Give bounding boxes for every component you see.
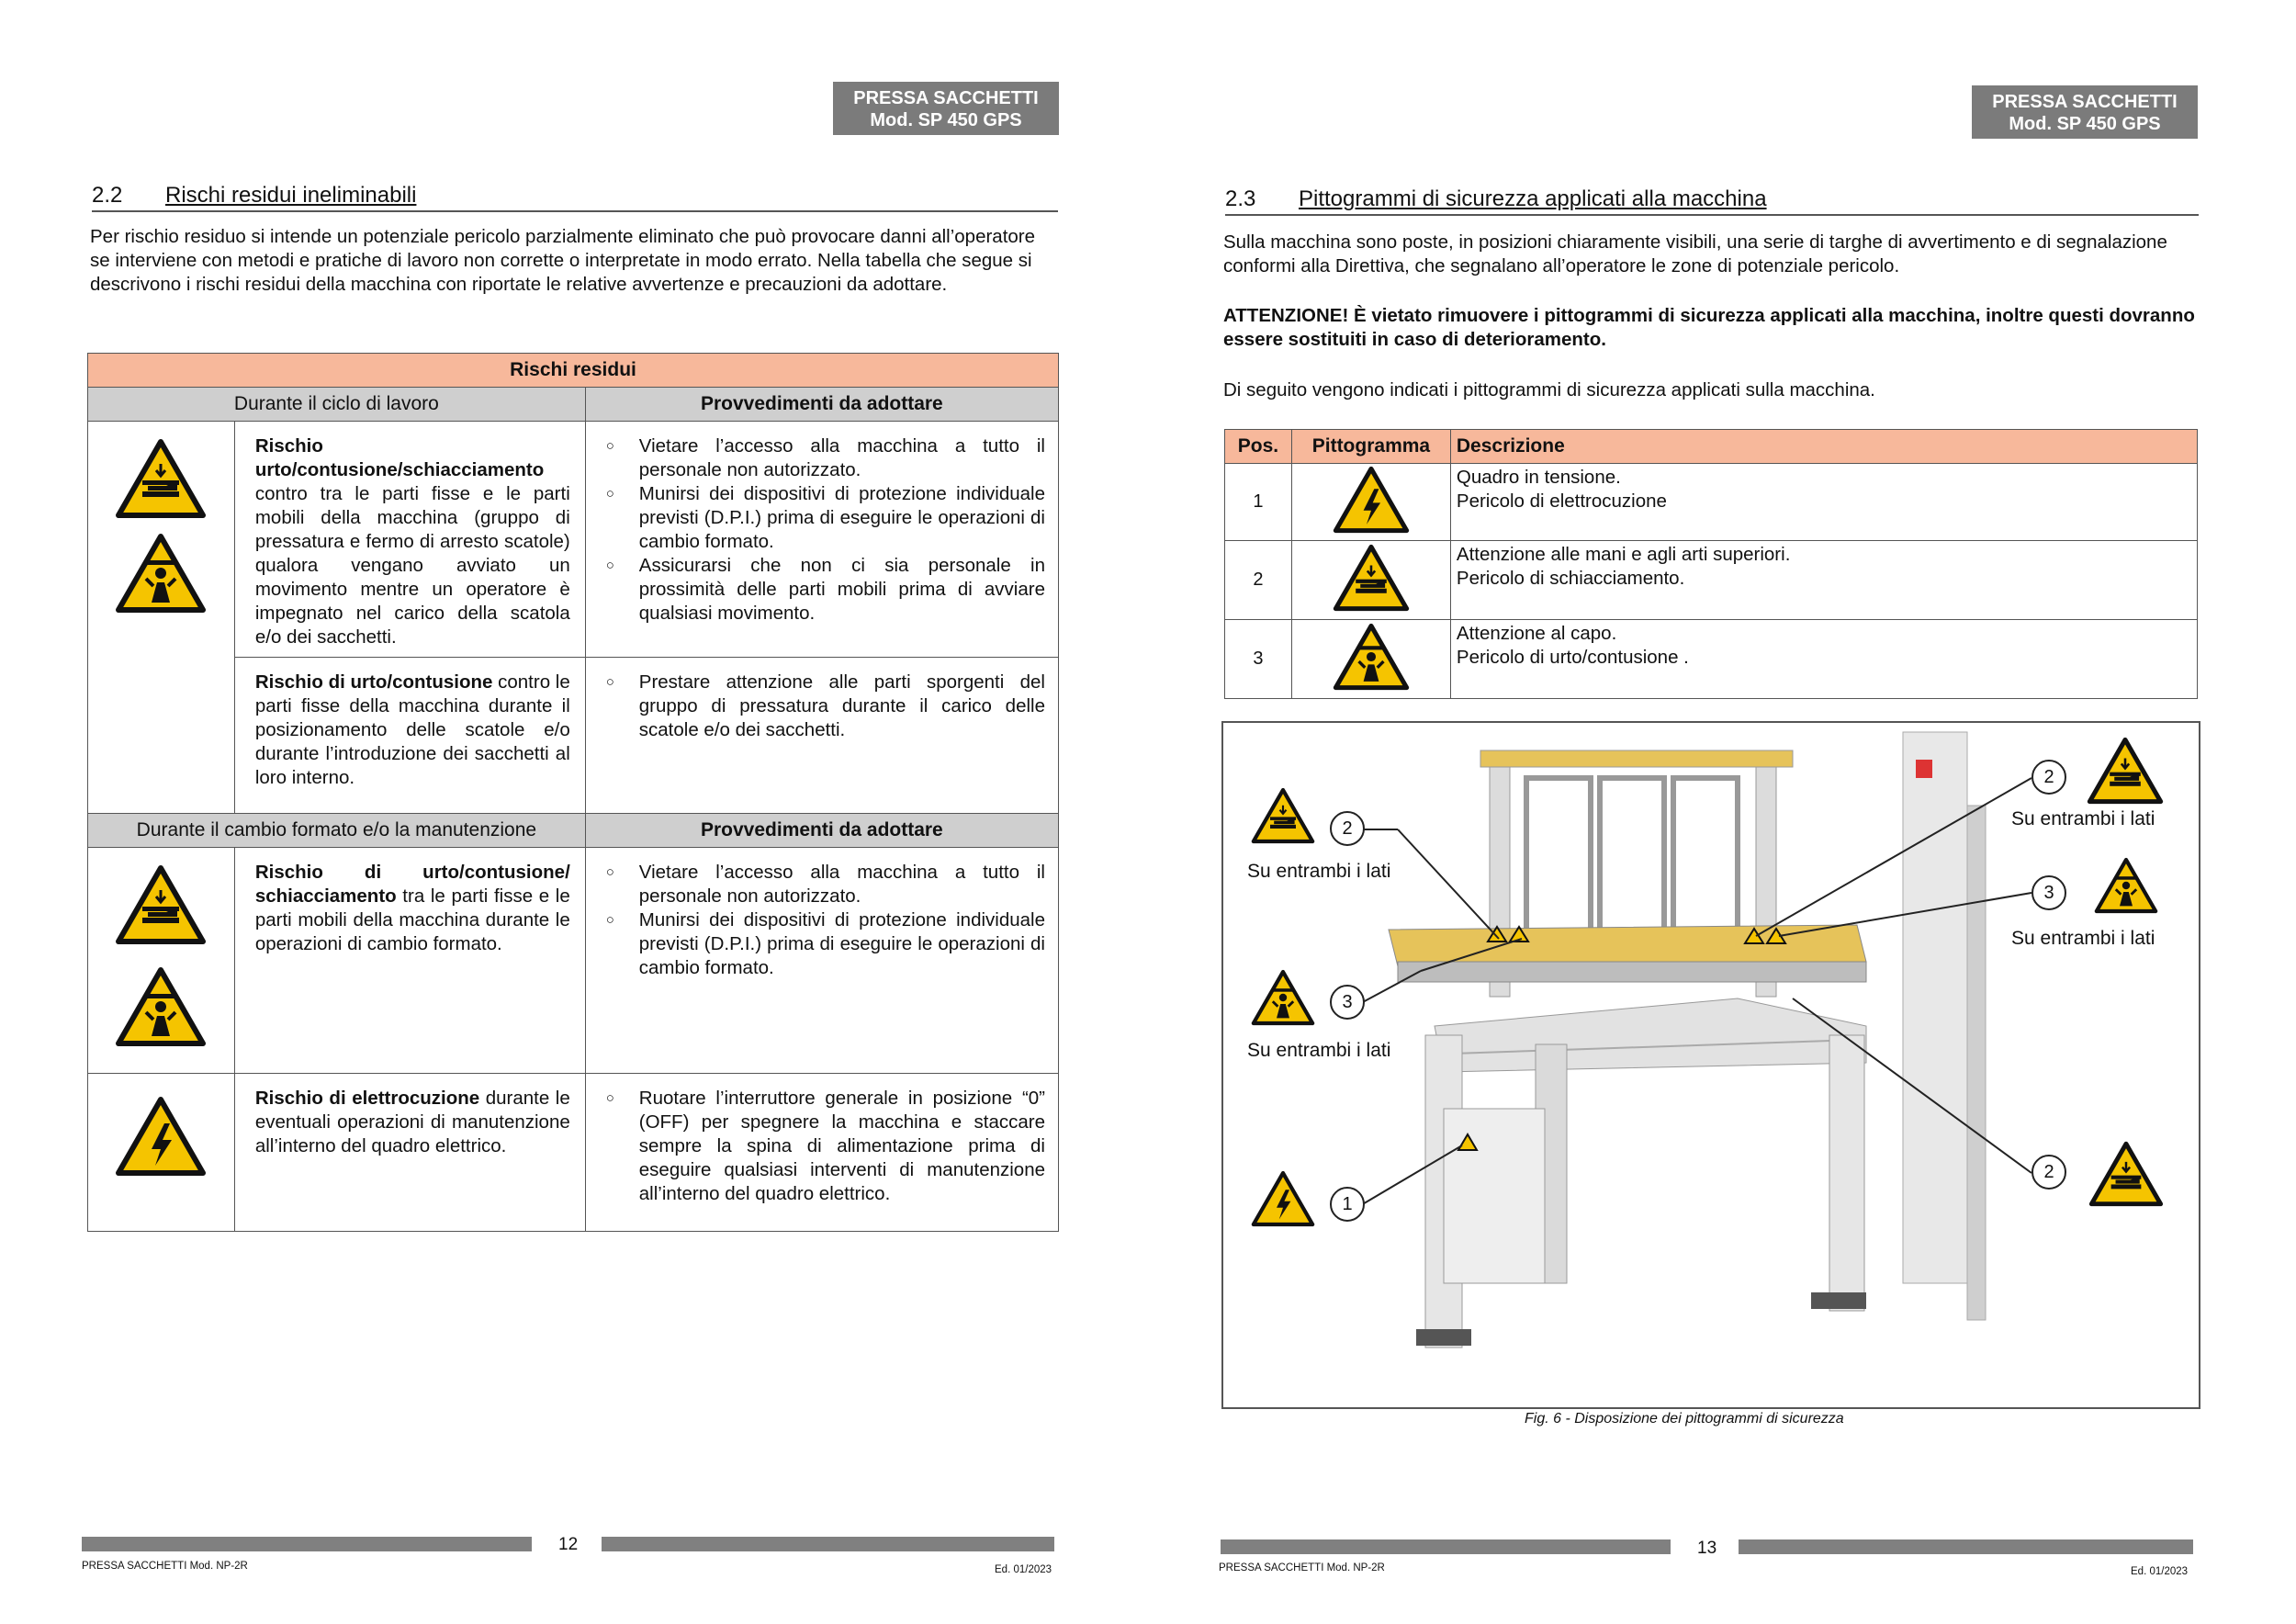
- head-impact-icon: [1251, 969, 1315, 1026]
- pos-cell: 1: [1225, 464, 1292, 541]
- header-line2: Mod. SP 450 GPS: [870, 110, 1022, 130]
- head-impact-icon: [115, 966, 207, 1047]
- hand-crush-icon: [115, 438, 207, 519]
- measure-item: ○ Vietare l’accesso alla macchina a tutto il personale non autorizzato.: [599, 861, 1045, 908]
- measures-cell: [585, 848, 1058, 1074]
- callout-label: Su entrambi i lati: [1247, 861, 1391, 882]
- pos-cell: 2: [1225, 541, 1292, 620]
- pos-cell: 3: [1225, 620, 1292, 699]
- measures-cell: [585, 422, 1058, 658]
- figure-frame: [1221, 721, 2200, 1409]
- icons-cell: [88, 848, 235, 1074]
- section-title: Rischi residui ineliminabili: [165, 183, 417, 208]
- hand-crush-icon: [1333, 544, 1410, 612]
- hand-crush-icon: [115, 864, 207, 945]
- intro-paragraph: Sulla macchina sono poste, in posizioni chiaramente visibili, una serie di targhe di avvertimento e di segnalazione conformi alla Direttiva, che segnalano all’operatore le zone di potenziale pericolo.: [1223, 231, 2167, 276]
- residual-risks-table: [87, 353, 1059, 1232]
- callout-number: 3: [2032, 875, 2066, 910]
- icons-cell: [88, 422, 235, 814]
- section-number: 2.2: [92, 183, 123, 208]
- risk-cell: Rischio di elettrocuzione durante le eventuali operazioni di manutenzione all’interno del quadro elettrico.: [234, 1074, 585, 1232]
- footer-model: PRESSA SACCHETTI Mod. NP-2R: [1219, 1562, 1385, 1573]
- measure-item: ○ Ruotare l’interruttore generale in posizione “0” (OFF) per spegnere la macchina e staccare sempre la spina di alimentazione prima di eseguire qualsiasi interventi di manutenzione all’interno del quadro elettrico.: [599, 1087, 1045, 1206]
- hand-crush-icon: [2087, 737, 2164, 805]
- section-heading: [92, 183, 1058, 212]
- callout-label: Su entrambi i lati: [2011, 808, 2155, 829]
- desc-cell: Attenzione alle mani e agli arti superiori. Pericolo di schiacciamento.: [1450, 541, 2197, 620]
- page-number: 12: [558, 1535, 579, 1554]
- callout-number: 2: [2032, 760, 2066, 795]
- figure-caption: Fig. 6 - Disposizione dei pittogrammi di sicurezza: [1525, 1411, 1844, 1427]
- footer-bar: [82, 1537, 532, 1551]
- head-impact-icon: [2094, 857, 2158, 914]
- section-heading: [1225, 186, 2199, 216]
- measure-item: ○ Assicurarsi che non ci sia personale in prossimità delle parti mobili prima di avviare qualsiasi movimento.: [599, 554, 1045, 626]
- table-title: Rischi residui: [88, 354, 1059, 388]
- callout-number: 3: [1330, 985, 1365, 1020]
- head-impact-icon: [115, 533, 207, 614]
- measures-cell: [585, 658, 1058, 814]
- page-header-box: [833, 82, 1059, 135]
- footer-edition: Ed. 01/2023: [995, 1564, 1052, 1575]
- head-impact-icon: [1333, 623, 1410, 691]
- footer-bar: [1221, 1539, 1671, 1554]
- electric-hazard-icon: [1251, 1170, 1315, 1227]
- footer-edition: Ed. 01/2023: [2131, 1566, 2189, 1577]
- footer-bar: [602, 1537, 1054, 1551]
- callout-number: 1: [1330, 1187, 1365, 1222]
- pictograms-table: [1224, 429, 2198, 699]
- pict-cell: [1291, 620, 1450, 699]
- group2-right-header: Provvedimenti da adottare: [585, 814, 1058, 848]
- icons-cell: [88, 1074, 235, 1232]
- measure-item: ○ Munirsi dei dispositivi di protezione individuale previsti (D.P.I.) prima di eseguire le operazioni di cambio formato.: [599, 482, 1045, 554]
- risk-cell: Rischio di urto/contusione/ schiacciamento tra le parti fisse e le parti mobili della macchina durante le operazioni di cambio formato.: [234, 848, 585, 1074]
- hand-crush-icon: [2088, 1141, 2164, 1207]
- electric-hazard-icon: [1333, 466, 1410, 534]
- col-pos-header: Pos.: [1225, 430, 1292, 464]
- callout-label: Su entrambi i lati: [2011, 928, 2155, 949]
- desc-cell: Quadro in tensione. Pericolo di elettrocuzione: [1450, 464, 2197, 541]
- group1-right-header: Provvedimenti da adottare: [585, 388, 1058, 422]
- intro-paragraph: Per rischio residuo si intende un potenziale pericolo parzialmente eliminato che può provocare danni all’operatore se interviene con metodi e pratiche di lavoro non corrette o interpretate in modo errato. Nella tabella che segue si descrivono i rischi residui della macchina con riportate le relative avvertenze e precauzioni da adottare.: [90, 226, 1036, 295]
- section-number: 2.3: [1225, 186, 1256, 211]
- page-number: 13: [1697, 1539, 1717, 1558]
- measure-item: ○ Prestare attenzione alle parti sporgenti del gruppo di pressatura durante il carico delle scatole e/o dei sacchetti.: [599, 671, 1045, 742]
- pict-cell: [1291, 541, 1450, 620]
- header-line2: Mod. SP 450 GPS: [2009, 114, 2161, 134]
- header-line1: PRESSA SACCHETTI: [853, 88, 1039, 108]
- pict-cell: [1291, 464, 1450, 541]
- col-pict-header: Pittogramma: [1291, 430, 1450, 464]
- measure-item: ○ Munirsi dei dispositivi di protezione individuale previsti (D.P.I.) prima di eseguire le operazioni di cambio formato.: [599, 908, 1045, 980]
- measures-cell: [585, 1074, 1058, 1232]
- page-header-box: [1972, 85, 2198, 139]
- group2-left-header: Durante il cambio formato e/o la manutenzione: [88, 814, 586, 848]
- callout-number: 2: [2032, 1155, 2066, 1190]
- following-text: Di seguito vengono indicati i pittogrammi di sicurezza applicati sulla macchina.: [1223, 379, 1875, 400]
- group1-left-header: Durante il ciclo di lavoro: [88, 388, 586, 422]
- footer-model: PRESSA SACCHETTI Mod. NP-2R: [82, 1561, 248, 1572]
- hand-crush-icon: [1251, 787, 1315, 844]
- risk-cell: Rischio urto/contusione/schiacciamento contro tra le parti fisse e le parti mobili della macchina (gruppo di pressatura e fermo di arresto scatole) qualora vengano avviato un movimento mentre un operatore è impegnato nel carico della scatola e/o dei sacchetti.: [234, 422, 585, 658]
- attention-warning: ATTENZIONE! È vietato rimuovere i pittogrammi di sicurezza applicati alla macchina, inoltre questi dovranno essere sostituiti in caso di deterioramento.: [1223, 305, 2195, 350]
- measure-item: ○ Vietare l’accesso alla macchina a tutto il personale non autorizzato.: [599, 434, 1045, 482]
- risk-cell: Rischio di urto/contusione contro le parti fisse della macchina durante il posizionamento delle scatole e/o durante l’introduzione dei sacchetti al loro interno.: [234, 658, 585, 814]
- callout-number: 2: [1330, 811, 1365, 846]
- right-page: [1148, 0, 2296, 1624]
- header-line1: PRESSA SACCHETTI: [1992, 92, 2178, 112]
- desc-cell: Attenzione al capo. Pericolo di urto/contusione .: [1450, 620, 2197, 699]
- section-title: Pittogrammi di sicurezza applicati alla macchina: [1299, 186, 1767, 211]
- electric-hazard-icon: [115, 1096, 207, 1177]
- col-desc-header: Descrizione: [1450, 430, 2197, 464]
- callout-label: Su entrambi i lati: [1247, 1040, 1391, 1061]
- footer-bar: [1739, 1539, 2193, 1554]
